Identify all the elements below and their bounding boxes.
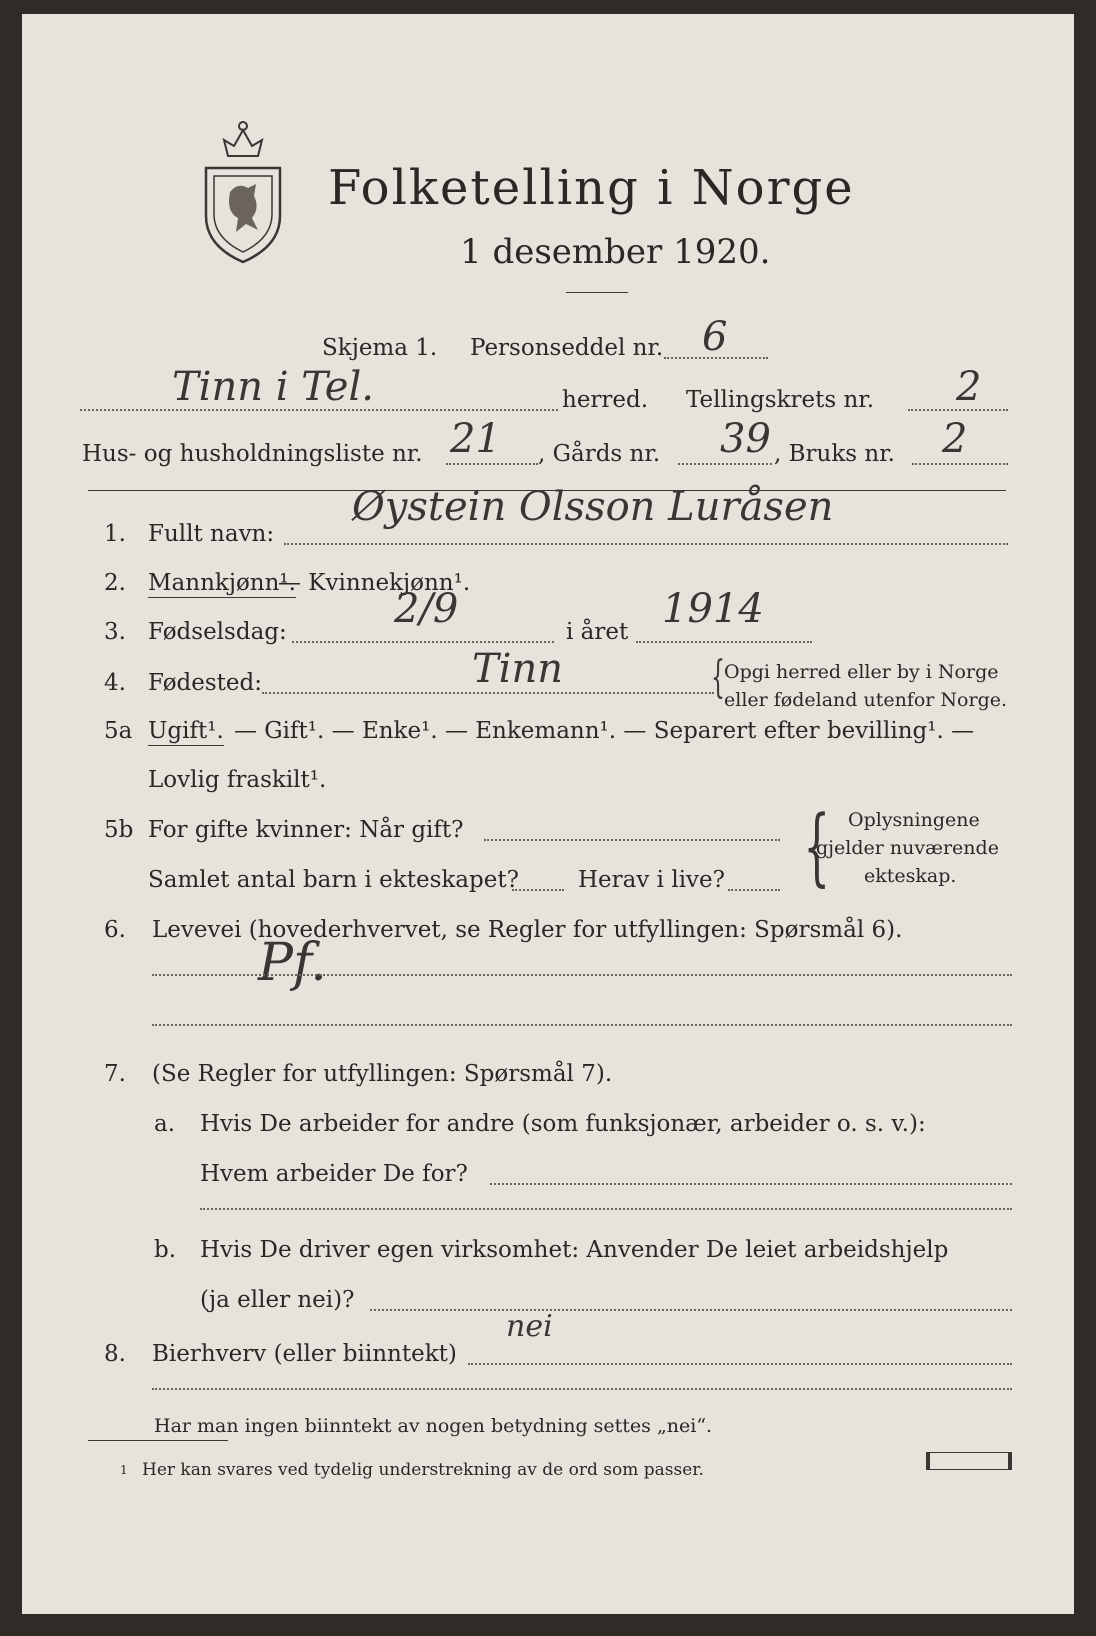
biinntekt-note: Har man ingen biinntekt av nogen betydning settes „nei“. (154, 1415, 713, 1437)
q5b-alive-field[interactable] (728, 889, 780, 891)
q3-day-field[interactable] (292, 641, 554, 643)
footnote-mark: 1 (120, 1463, 128, 1477)
q3-day-value: 2/9 (394, 586, 459, 632)
q5b-note-brace: { (803, 797, 831, 895)
q7a-field-line1[interactable] (490, 1183, 1012, 1185)
footnote-divider (88, 1440, 228, 1441)
hus-value: 21 (450, 416, 501, 462)
footnote-text: Her kan svares ved tydelig understrekning av de ord som passer. (142, 1460, 704, 1480)
q5a-ugift-option[interactable]: Ugift¹. (148, 718, 224, 744)
census-form (22, 14, 1074, 1614)
hus-field[interactable] (446, 463, 538, 465)
q4-number: 4. (104, 670, 126, 696)
q1-label: Fullt navn: (148, 521, 275, 547)
q2-male-option[interactable]: Mannkjønn¹. (148, 570, 296, 596)
q7b-label2: (ja eller nei)? (200, 1287, 355, 1313)
skjema-label: Skjema 1. (322, 335, 438, 361)
q4-note-line2: eller fødeland utenfor Norge. (724, 689, 1008, 711)
census-date: 1 desember 1920. (460, 232, 771, 272)
q5b-note-line1: Oplysningene (848, 809, 980, 831)
q8-label: Bierhverv (eller biinntekt) (152, 1341, 457, 1367)
q5b-children-field[interactable] (512, 889, 564, 891)
q5b-note-line2: gjelder nuværende (816, 837, 999, 859)
personseddel-label: Personseddel nr. (470, 335, 664, 361)
q3-number: 3. (104, 619, 126, 645)
q5b-married-field[interactable] (484, 839, 780, 841)
form-title: Folketelling i Norge (328, 160, 855, 216)
q3-year-label: i året (566, 619, 629, 645)
q7-number: 7. (104, 1061, 126, 1087)
gards-value: 39 (720, 416, 771, 462)
q1-value: Øystein Olsson Luråsen (352, 484, 834, 530)
bruks-value: 2 (942, 416, 968, 462)
q5b-note-line3: ekteskap. (864, 865, 957, 887)
q7b-label: Hvis De driver egen virksomhet: Anvender De leiet arbeidshjelp (200, 1237, 949, 1263)
q5b-label2: Samlet antal barn i ekteskapet? (148, 867, 519, 893)
q4-note-line1: Opgi herred eller by i Norge (724, 661, 999, 683)
q7b-letter: b. (154, 1237, 177, 1263)
tellingskrets-label: Tellingskrets nr. (686, 387, 875, 413)
q5b-label3: Herav i live? (578, 867, 725, 893)
bruks-field[interactable] (912, 463, 1008, 465)
q8-value: nei (506, 1309, 553, 1344)
q5a-other-options[interactable]: — Gift¹. — Enke¹. — Enkemann¹. — Separert efter bevilling¹. — (234, 718, 975, 744)
q7a-label2: Hvem arbeider De for? (200, 1161, 468, 1187)
q2-other-options[interactable]: — Kvinnekjønn¹. (278, 570, 471, 596)
hus-label: Hus- og husholdningsliste nr. (82, 441, 423, 467)
personseddel-value: 6 (702, 314, 728, 360)
printer-stamp (926, 1452, 1012, 1470)
q8-field-line2[interactable] (152, 1388, 1012, 1390)
q3-year-field[interactable] (636, 641, 812, 643)
q4-value: Tinn (472, 646, 563, 692)
q7a-letter: a. (154, 1111, 176, 1137)
q6-number: 6. (104, 917, 126, 943)
q1-field[interactable] (284, 543, 1008, 545)
gards-field[interactable] (678, 463, 772, 465)
norwegian-coat-of-arms-icon (200, 112, 286, 264)
tellingskrets-value: 2 (956, 364, 982, 410)
q6-value: Pf. (258, 933, 327, 993)
q5b-number: 5b (104, 817, 134, 843)
q3-year-value: 1914 (662, 586, 764, 632)
q7-label: (Se Regler for utfyllingen: Spørsmål 7). (152, 1061, 613, 1087)
q7a-label: Hvis De arbeider for andre (som funksjonær, arbeider o. s. v.): (200, 1111, 926, 1137)
title-divider (566, 292, 628, 293)
q6-field-line2[interactable] (152, 1024, 1012, 1026)
q7b-field[interactable] (370, 1309, 1012, 1311)
q6-label: Levevei (hovederhvervet, se Regler for utfyllingen: Spørsmål 6). (152, 917, 903, 943)
q4-label: Fødested: (148, 670, 263, 696)
bruks-label: , Bruks nr. (774, 441, 895, 467)
q8-field-line1[interactable] (468, 1363, 1012, 1365)
q5a-line2[interactable]: Lovlig fraskilt¹. (148, 767, 327, 793)
q4-field[interactable] (262, 692, 714, 694)
q4-note-brace: { (711, 652, 725, 703)
q5b-label1: For gifte kvinner: Når gift? (148, 817, 464, 843)
q6-field-line1[interactable] (152, 974, 1012, 976)
q7a-field-line2[interactable] (200, 1208, 1012, 1210)
q8-number: 8. (104, 1341, 126, 1367)
q2-number: 2. (104, 570, 126, 596)
q3-label: Fødselsdag: (148, 619, 287, 645)
herred-value: Tinn i Tel. (172, 364, 374, 410)
herred-label: herred. (562, 387, 649, 413)
q5a-number: 5a (104, 718, 133, 744)
gards-label: , Gårds nr. (538, 441, 661, 467)
q1-number: 1. (104, 521, 126, 547)
